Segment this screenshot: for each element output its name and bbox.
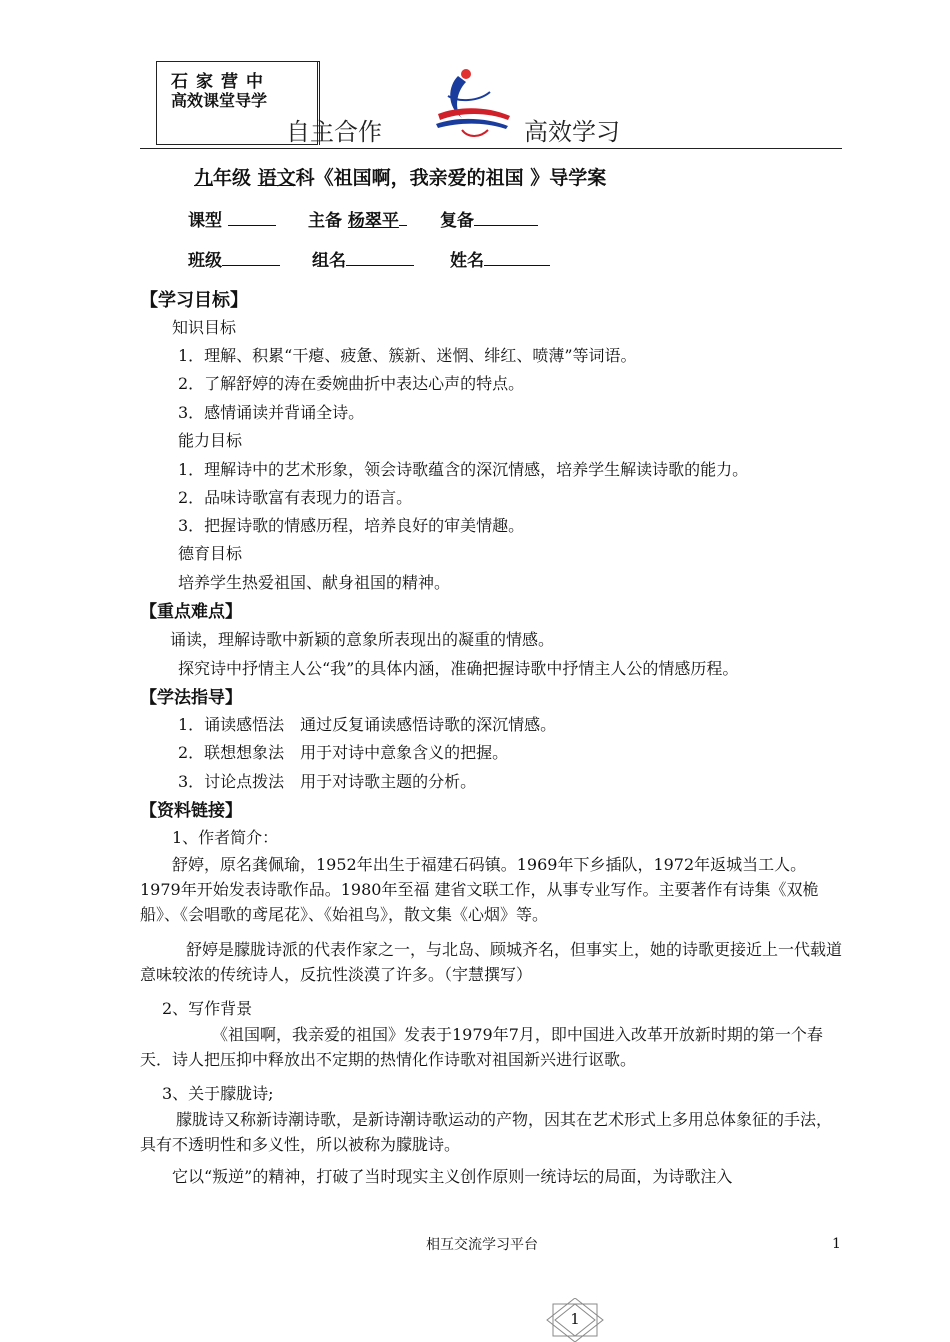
- slogan-right: 高效学习: [524, 118, 620, 146]
- knowledge-heading: 知识目标: [172, 318, 237, 337]
- title-grade: 九: [194, 167, 214, 189]
- type-blank: [228, 209, 276, 226]
- school-subtitle: 高效课堂导学: [171, 91, 268, 110]
- section-method: 【学法指导】: [140, 688, 242, 708]
- background-paragraph: 《祖国啊，我亲爱的祖国》发表于1979年7月，即中国进入改革开放新时期的第一个春天．诗人把压抑中释放出不定期的热情化作诗歌对祖国新兴进行讴歌。: [140, 1025, 823, 1069]
- name-blank: [484, 249, 550, 266]
- title-grade-suffix: 年级: [213, 167, 252, 189]
- method-item-3: 3．讨论点拨法 用于对诗歌主题的分析。: [178, 772, 477, 791]
- author-paragraph-2: 舒婷是朦胧诗派的代表作家之一，与北岛、顾城齐名，但事实上，她的诗歌更接近上一代载道意味较浓的传统诗人，反抗性淡漠了许多。（宇慧撰写）: [140, 940, 843, 984]
- author-heading: 1、作者简介：: [172, 828, 279, 847]
- info-type: [188, 206, 276, 231]
- misty-paragraph-2: 它以“叛逆”的精神，打破了当时现实主义创作原则一统诗坛的局面，为诗歌注入: [172, 1167, 733, 1186]
- title-subject: 语文: [257, 167, 296, 189]
- section-resources: 【资料链接】: [140, 801, 242, 821]
- moral-item-1: 培养学生热爱祖国、献身祖国的精神。: [178, 573, 451, 592]
- info-review: [440, 206, 538, 231]
- ability-item-1: 1．理解诗中的艺术形象，领会诗歌蕴含的深沉情感，培养学生解读诗歌的能力。: [178, 460, 749, 479]
- school-name: 石家营中: [171, 72, 271, 92]
- moral-heading: 德育目标: [178, 544, 243, 563]
- school-logo-icon: [418, 66, 514, 146]
- knowledge-item-3: 3．感情诵读并背诵全诗。: [178, 403, 365, 422]
- misty-paragraph-1: 朦胧诗又称新诗潮诗歌，是新诗潮诗歌运动的产物，因其在艺术形式上多用总体象征的手法，具有不透明性和多义性，所以被称为朦胧诗。: [140, 1110, 833, 1154]
- slogan-left: 自主合作: [286, 118, 382, 146]
- author-paragraph-1: 舒婷，原名龚佩瑜，1952年出生于福建石码镇。1969年下乡插队，1972年返城当工人。1979年开始发表诗歌作品。1980年至福 建省文联工作，从事专业写作。主要著作有诗集《双桅船》、《会唱歌的鸢尾花》、《始祖鸟》，散文集《心烟》等。: [140, 855, 819, 924]
- host-name: 杨翠平: [347, 211, 399, 231]
- key-point-1: 诵读，理解诗歌中新颖的意象所表现出的凝重的情感。: [170, 630, 555, 649]
- group-blank: [346, 249, 414, 266]
- ability-item-2: 2．品味诗歌富有表现力的语言。: [178, 488, 413, 507]
- title-rest: 科《祖国啊，我亲爱的祖国 》导学案: [295, 167, 607, 189]
- page-title: [194, 163, 606, 190]
- info-group: [312, 246, 414, 271]
- background-heading: 2、写作背景: [162, 999, 253, 1018]
- misty-heading: 3、关于朦胧诗;: [162, 1084, 274, 1103]
- knowledge-item-1: 1．理解、积累“干瘪、疲惫、簇新、迷惘、绯红、喷薄”等词语。: [178, 346, 637, 365]
- info-name: [450, 246, 550, 271]
- class-label: 班级: [188, 251, 222, 271]
- review-blank: [474, 209, 538, 226]
- info-host: [308, 206, 407, 231]
- header-divider: [140, 148, 842, 149]
- ability-heading: 能力目标: [178, 431, 243, 450]
- knowledge-item-2: 2．了解舒婷的涛在委婉曲折中表达心声的特点。: [178, 374, 525, 393]
- section-key-points: 【重点难点】: [140, 602, 242, 622]
- host-label: 主备: [308, 211, 342, 231]
- name-label: 姓名: [450, 251, 484, 271]
- review-label: 复备: [440, 211, 474, 231]
- key-point-2: 探究诗中抒情主人公“我”的具体内涵，准确把握诗歌中抒情主人公的情感历程。: [178, 659, 739, 678]
- method-item-1: 1．诵读感悟法 通过反复诵读感悟诗歌的深沉情感。: [178, 715, 557, 734]
- class-blank: [222, 249, 280, 266]
- method-item-2: 2．联想想象法 用于对诗中意象含义的把握。: [178, 743, 509, 762]
- page-badge-number: 1: [570, 1310, 580, 1328]
- group-label: 组名: [312, 251, 346, 271]
- info-class: [188, 246, 280, 271]
- page-badge: [545, 1298, 605, 1342]
- page-number: 1: [832, 1236, 841, 1252]
- section-objectives: 【学习目标】: [140, 290, 248, 311]
- type-label: 课型: [188, 211, 222, 231]
- ability-item-3: 3．把握诗歌的情感历程，培养良好的审美情趣。: [178, 516, 525, 535]
- footer-text: 相互交流学习平台: [426, 1237, 538, 1253]
